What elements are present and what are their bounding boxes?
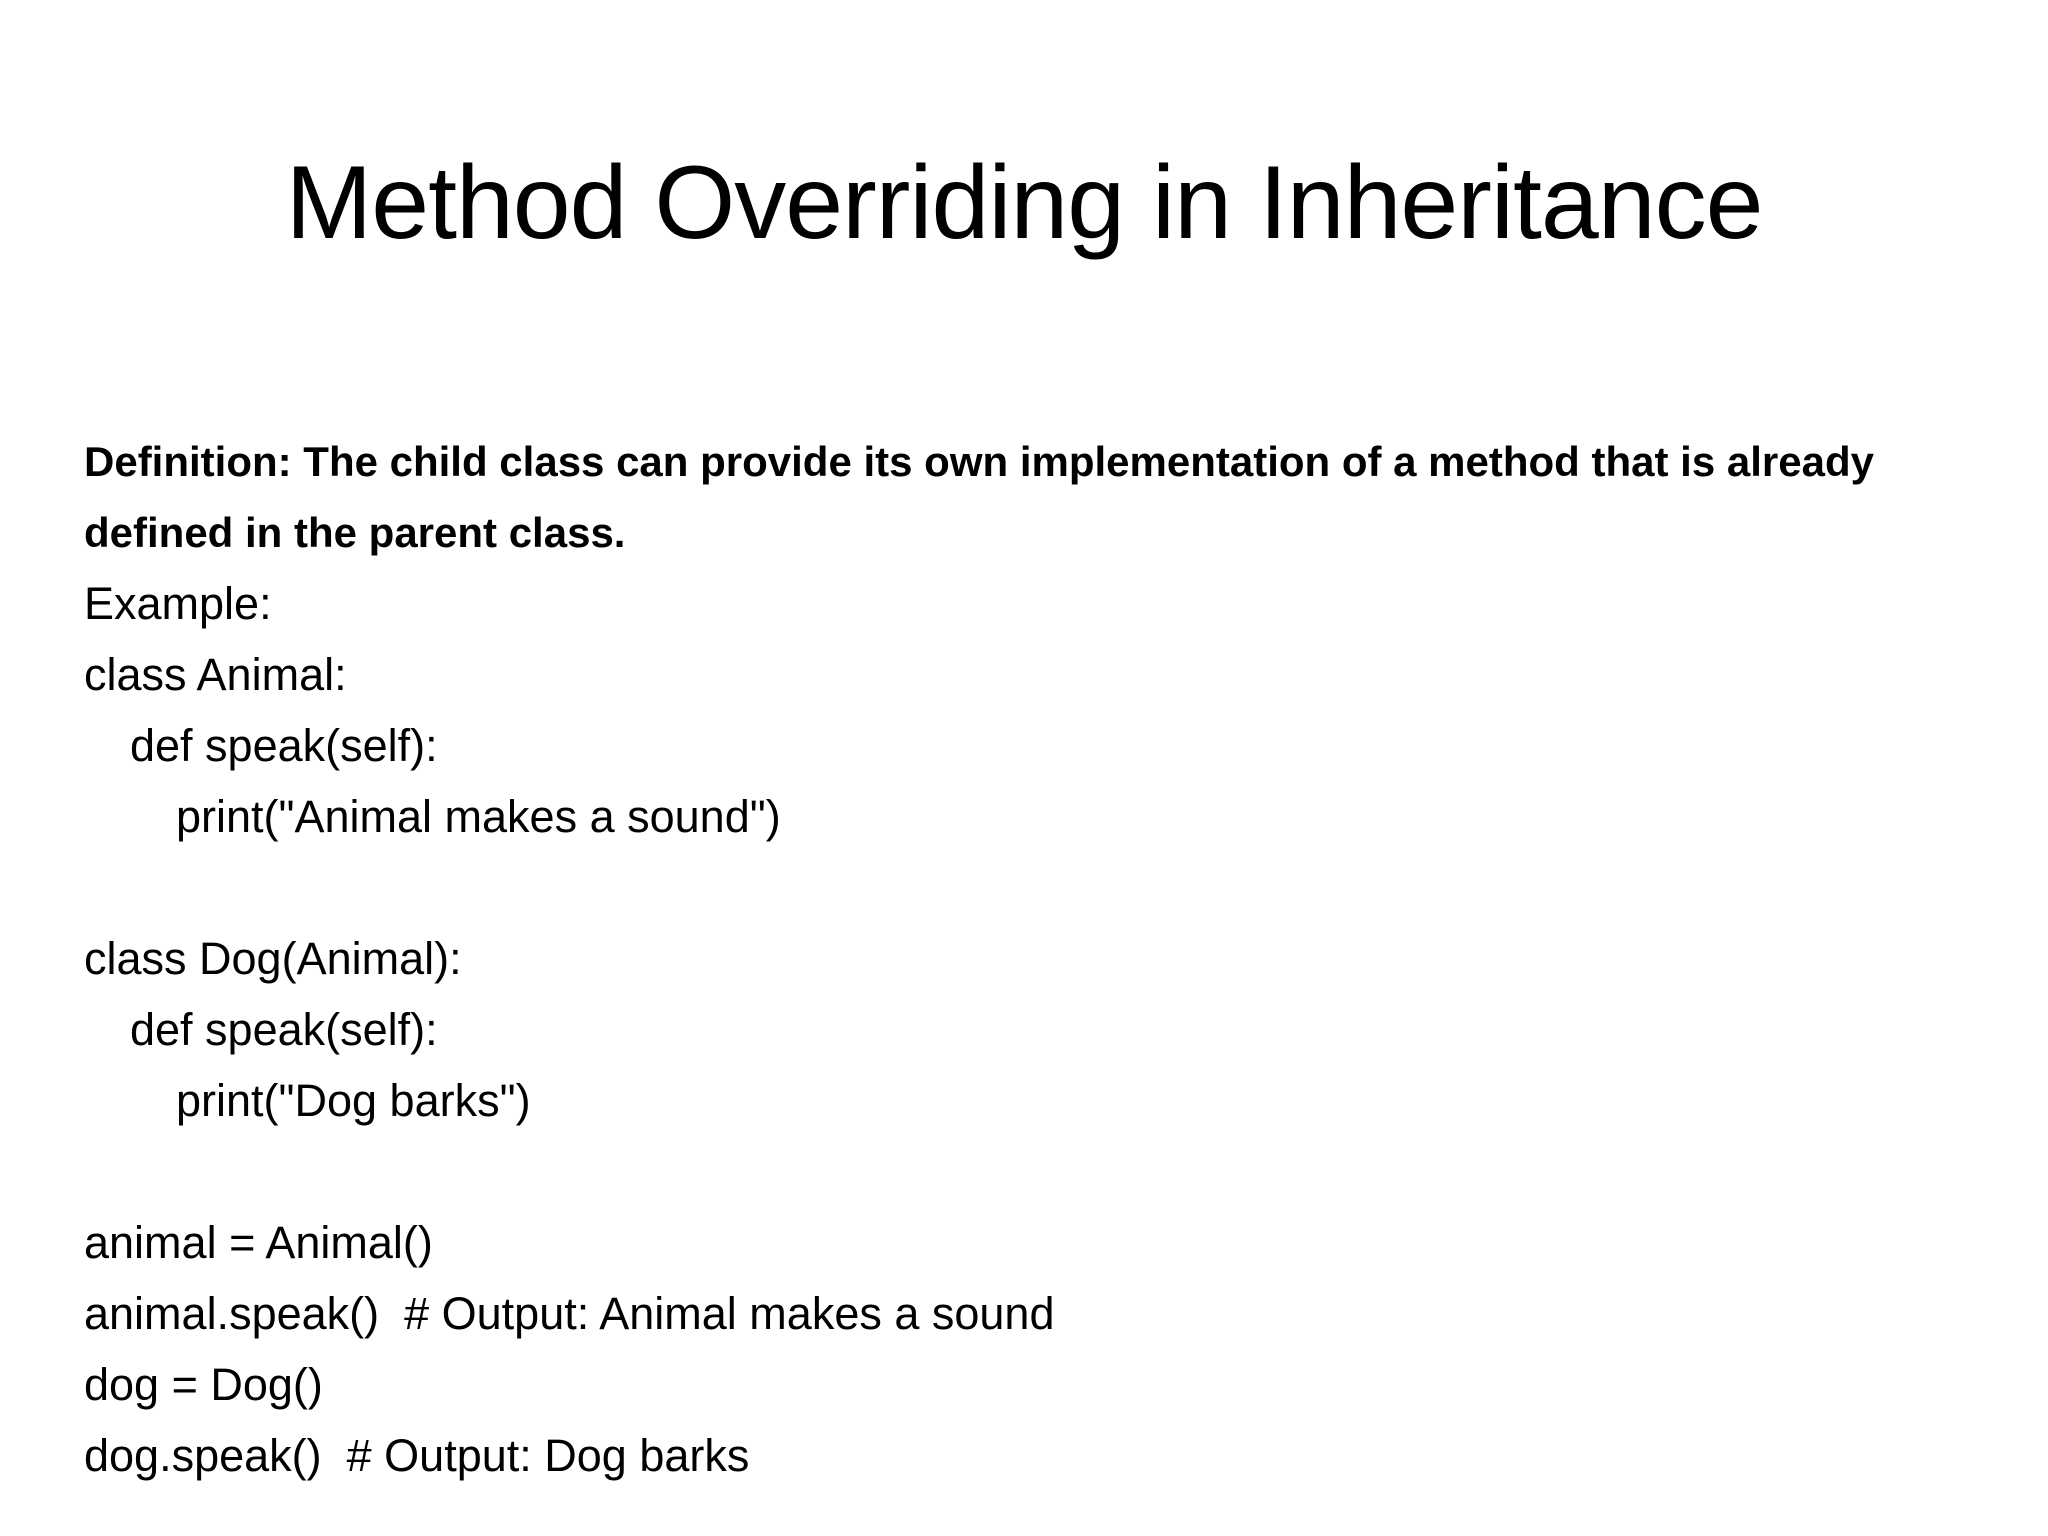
code-line-print-animal: print("Animal makes a sound") <box>176 791 781 842</box>
code-line-class-dog: class Dog(Animal): <box>84 933 462 984</box>
definition-text: Definition: The child class can provide its own implementation of a method that is already defined in the parent class. <box>84 438 1874 556</box>
slide-title: Method Overriding in Inheritance <box>285 145 1763 261</box>
code-line-dog-instance: dog = Dog() <box>84 1359 323 1410</box>
slide-body <box>84 426 1984 1491</box>
code-blank-line <box>84 1136 1984 1207</box>
code-line-dog-speak: dog.speak() # Output: Dog barks <box>84 1430 750 1481</box>
code-line-class-animal: class Animal: <box>84 649 347 700</box>
code-blank-line <box>84 852 1984 923</box>
code-line-animal-speak: animal.speak() # Output: Animal makes a sound <box>84 1288 1055 1339</box>
example-label: Example: <box>84 578 272 629</box>
code-line-def-speak-animal: def speak(self): <box>130 720 438 771</box>
code-line-print-dog: print("Dog barks") <box>176 1075 531 1126</box>
code-line-animal-instance: animal = Animal() <box>84 1217 433 1268</box>
code-line-def-speak-dog: def speak(self): <box>130 1004 438 1055</box>
